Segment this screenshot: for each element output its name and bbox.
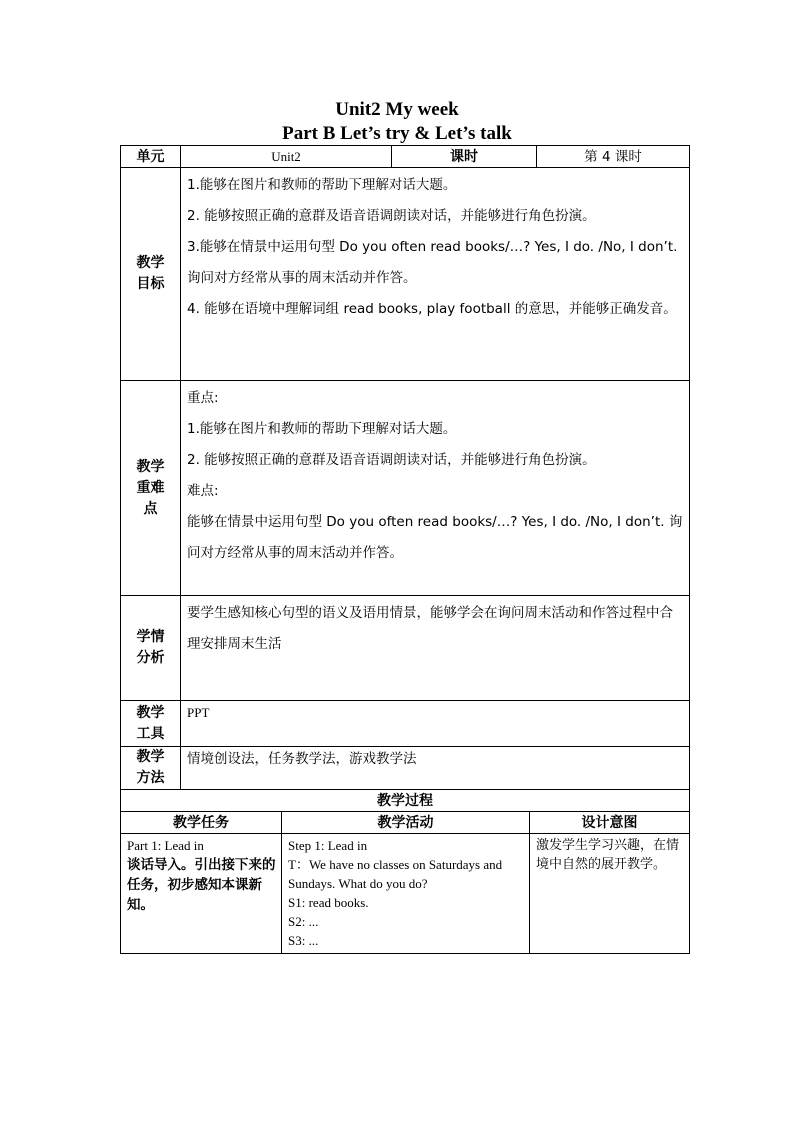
methods-content: 情境创设法，任务教学法，游戏教学法 [181, 747, 690, 790]
tools-label: 教学 工具 [121, 701, 181, 747]
col-task-header: 教学任务 [121, 812, 282, 834]
period-value: 第 4 课时 [537, 146, 690, 168]
unit-value: Unit2 [181, 146, 392, 168]
activity-line: S1: read books. [288, 895, 369, 910]
goals-content [181, 168, 690, 381]
key-item: 1.能够在图片和教师的帮助下理解对话大题。 [187, 421, 457, 437]
methods-label: 教学 方法 [121, 747, 181, 790]
process-title: 教学过程 [121, 790, 690, 812]
col-intent-header: 设计意图 [530, 812, 690, 834]
key-item: 能够在情景中运用句型 Do you often read books/…? Yes, I do. /No, I don’t. 询问对方经常从事的周末活动并作答。 [187, 514, 683, 561]
document-title: Unit2 My week [335, 99, 459, 120]
col-activity-header: 教学活动 [282, 812, 530, 834]
task-cell [121, 834, 282, 954]
activity-line: Step 1: Lead in [288, 838, 368, 853]
keys-label: 教学 重难 点 [121, 381, 181, 596]
activity-cell [282, 834, 530, 954]
process-table [120, 789, 690, 954]
document-subtitle: Part B Let’s try & Let’s talk [282, 123, 512, 144]
task-title: Part 1: Lead in [127, 838, 204, 853]
lesson-plan-table [120, 145, 690, 790]
activity-line: T：We have no classes on Saturdays and Sundays. What do you do? [288, 857, 503, 891]
unit-label: 单元 [121, 146, 181, 168]
key-item: 难点: [187, 483, 219, 499]
analysis-label: 学情 分析 [121, 596, 181, 701]
goal-item: 3.能够在情景中运用句型 Do you often read books/…? Yes, I do. /No, I don’t. 询问对方经常从事的周末活动并作答。 [187, 239, 678, 286]
tools-content: PPT [181, 701, 690, 747]
keys-content [181, 381, 690, 596]
key-item: 2. 能够按照正确的意群及语音语调朗读对话，并能够进行角色扮演。 [187, 452, 596, 468]
intent-cell: 激发学生学习兴趣，在情境中自然的展开教学。 [530, 834, 690, 954]
task-description: 谈话导入。引出接下来的任务，初步感知本课新知。 [127, 857, 276, 913]
goals-label: 教学 目标 [121, 168, 181, 381]
activity-line: S3: ... [288, 933, 319, 948]
goal-item: 2. 能够按照正确的意群及语音语调朗读对话，并能够进行角色扮演。 [187, 208, 596, 224]
goal-item: 1.能够在图片和教师的帮助下理解对话大题。 [187, 177, 457, 193]
goal-item: 4. 能够在语境中理解词组 read books, play football 的意思，并能够正确发音。 [187, 301, 677, 317]
period-label: 课时 [392, 146, 537, 168]
analysis-content: 要学生感知核心句型的语义及语用情景，能够学会在询问周末活动和作答过程中合理安排周末生活 [181, 596, 690, 701]
activity-line: S2: ... [288, 914, 319, 929]
key-item: 重点: [187, 390, 219, 406]
